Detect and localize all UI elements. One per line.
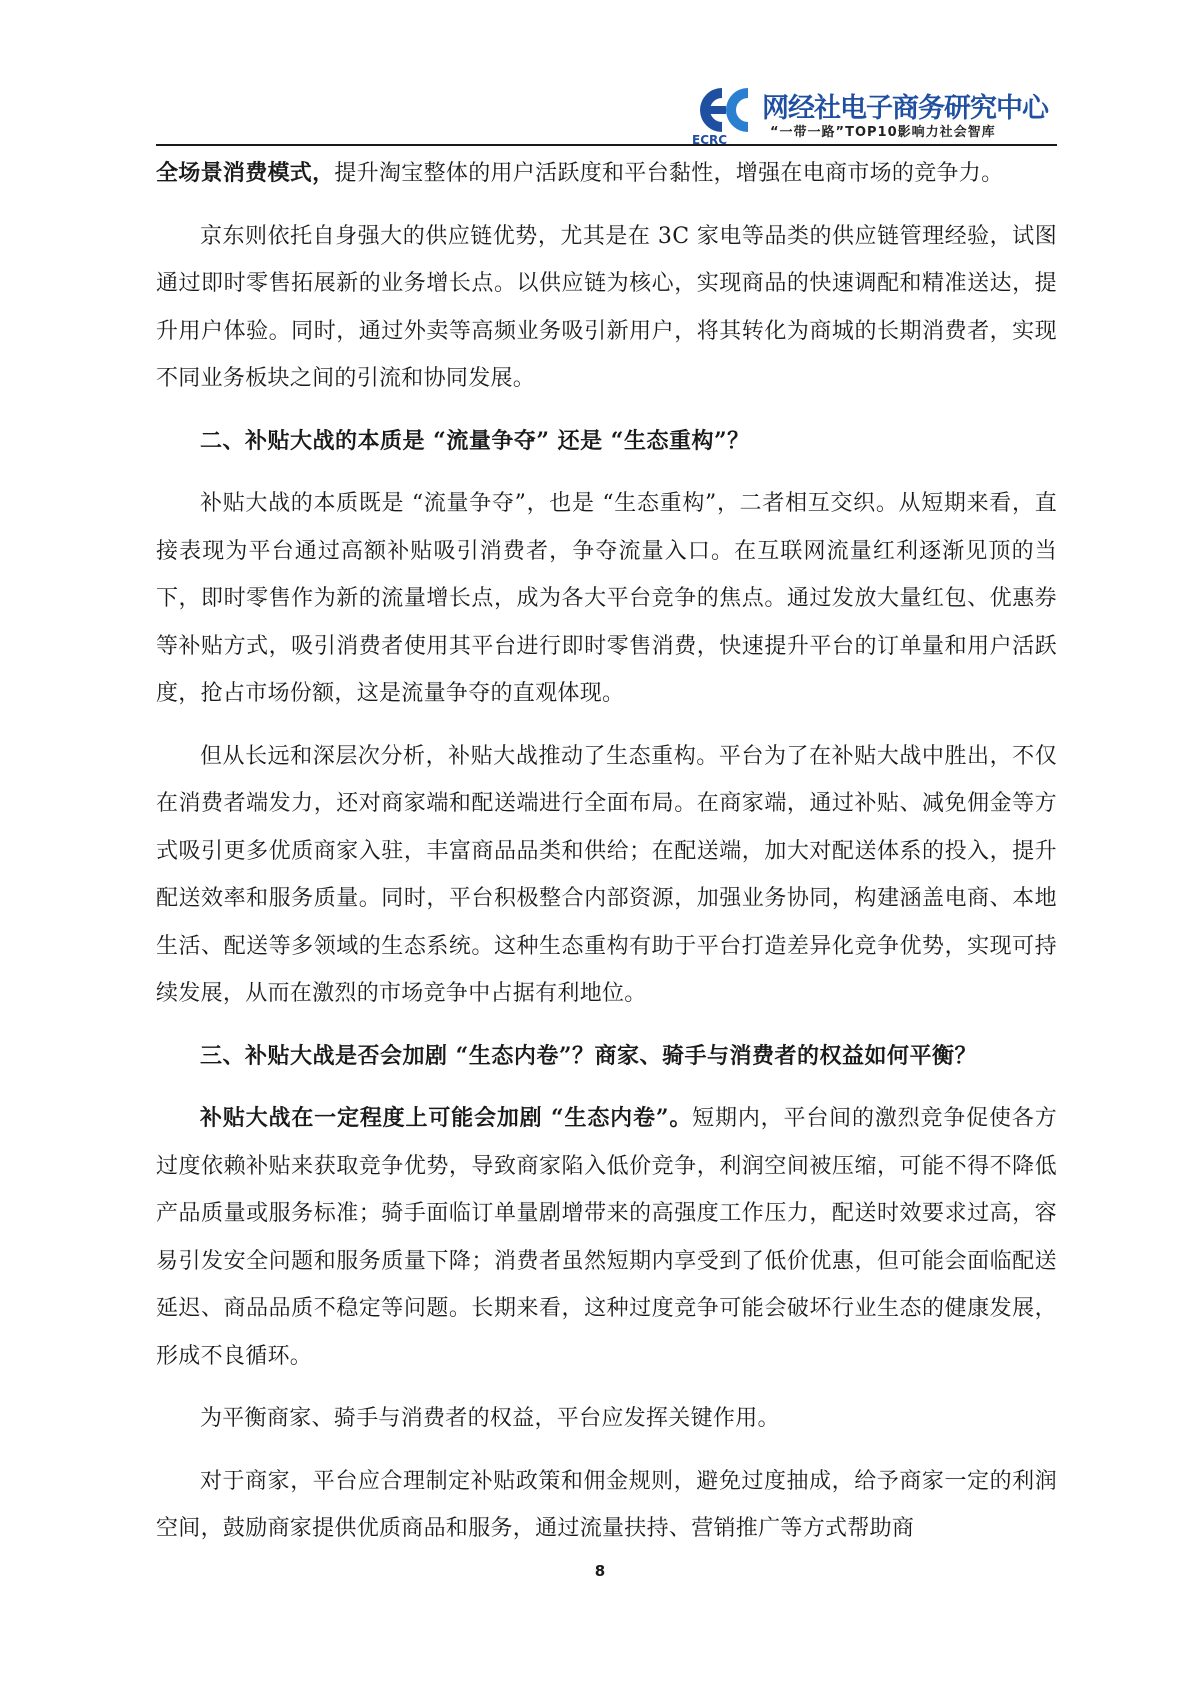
paragraph-merchants: 对于商家，平台应合理制定补贴政策和佣金规则，避免过度抽成，给予商家一定的利润空间，鼓励商家提供优质商品和服务，通过流量扶持、营销推广等方式帮助商 (156, 1468, 1057, 1541)
logo-mark-text: ECRC (692, 133, 728, 146)
section-heading-3: 三、补贴大战是否会加剧 “生态内卷”？商家、骑手与消费者的权益如何平衡？ (200, 1042, 977, 1069)
document-body (156, 146, 1057, 1568)
paragraph-jd-strategy: 京东则依托自身强大的供应链优势，尤其是在 3C 家电等品类的供应链管理经验，试图通过即时零售拓展新的业务增长点。以供应链为核心，实现商品的快速调配和精准送达，提升用户体验。同时，通过外卖等高频业务吸引新用户，将其转化为商城的长期消费者，实现不同业务板块之间的引流和协同发展。 (156, 223, 1057, 391)
section-heading-2: 二、补贴大战的本质是 “流量争夺” 还是 “生态重构”？ (200, 427, 750, 454)
organization-tagline: “一带一路”TOP10影响力社会智库 (770, 125, 996, 140)
page-header (0, 0, 1200, 146)
bold-lead: 全场景消费模式， (156, 160, 335, 186)
bold-lead: 补贴大战在一定程度上可能会加剧 “生态内卷”。 (200, 1105, 693, 1131)
paragraph-ecosystem-restructure: 但从长远和深层次分析，补贴大战推动了生态重构。平台为了在补贴大战中胜出，不仅在消费者端发力，还对商家端和配送端进行全面布局。在商家端，通过补贴、减免佣金等方式吸引更多优质商家入驻，丰富商品品类和供给；在配送端，加大对配送体系的投入，提升配送效率和服务质量。同时，平台积极整合内部资源，加强业务协同，构建涵盖电商、本地生活、配送等多领域的生态系统。这种生态重构有助于平台打造差异化竞争优势，实现可持续发展，从而在激烈的市场竞争中占据有利地位。 (156, 743, 1057, 1006)
page-number: 8 (594, 1562, 606, 1580)
paragraph-text: 提升淘宝整体的用户活跃度和平台黏性，增强在电商市场的竞争力。 (334, 161, 1004, 186)
organization-name: 网经社电子商务研究中心 (762, 93, 1048, 124)
paragraph-continuation (156, 150, 1057, 198)
ecrc-logo-icon (690, 84, 758, 146)
paragraph-ecosystem-involution (156, 1095, 1057, 1380)
paragraph-text: 短期内，平台间的激烈竞争促使各方过度依赖补贴来获取竞争优势，导致商家陷入低价竞争，利润空间被压缩，可能不得不降低产品质量或服务标准；骑手面临订单量剧增带来的高强度工作压力，配送时效要求过高，容易引发安全问题和服务质量下降；消费者虽然短期内享受到了低价优惠，但可能会面临配送延迟、商品品质不稳定等问题。长期来看，这种过度竞争可能会破坏行业生态的健康发展，形成不良循环。 (156, 1106, 1057, 1369)
paragraph-subsidy-essence: 补贴大战的本质既是 “流量争夺”，也是 “生态重构”，二者相互交织。从短期来看，直接表现为平台通过高额补贴吸引消费者，争夺流量入口。在互联网流量红利逐渐见顶的当下，即时零售作为新的流量增长点，成为各大平台竞争的焦点。通过发放大量红包、优惠券等补贴方式，吸引消费者使用其平台进行即时零售消费，快速提升平台的订单量和用户活跃度，抢占市场份额，这是流量争夺的直观体现。 (156, 491, 1057, 706)
paragraph-balance-rights: 为平衡商家、骑手与消费者的权益，平台应发挥关键作用。 (200, 1406, 780, 1431)
